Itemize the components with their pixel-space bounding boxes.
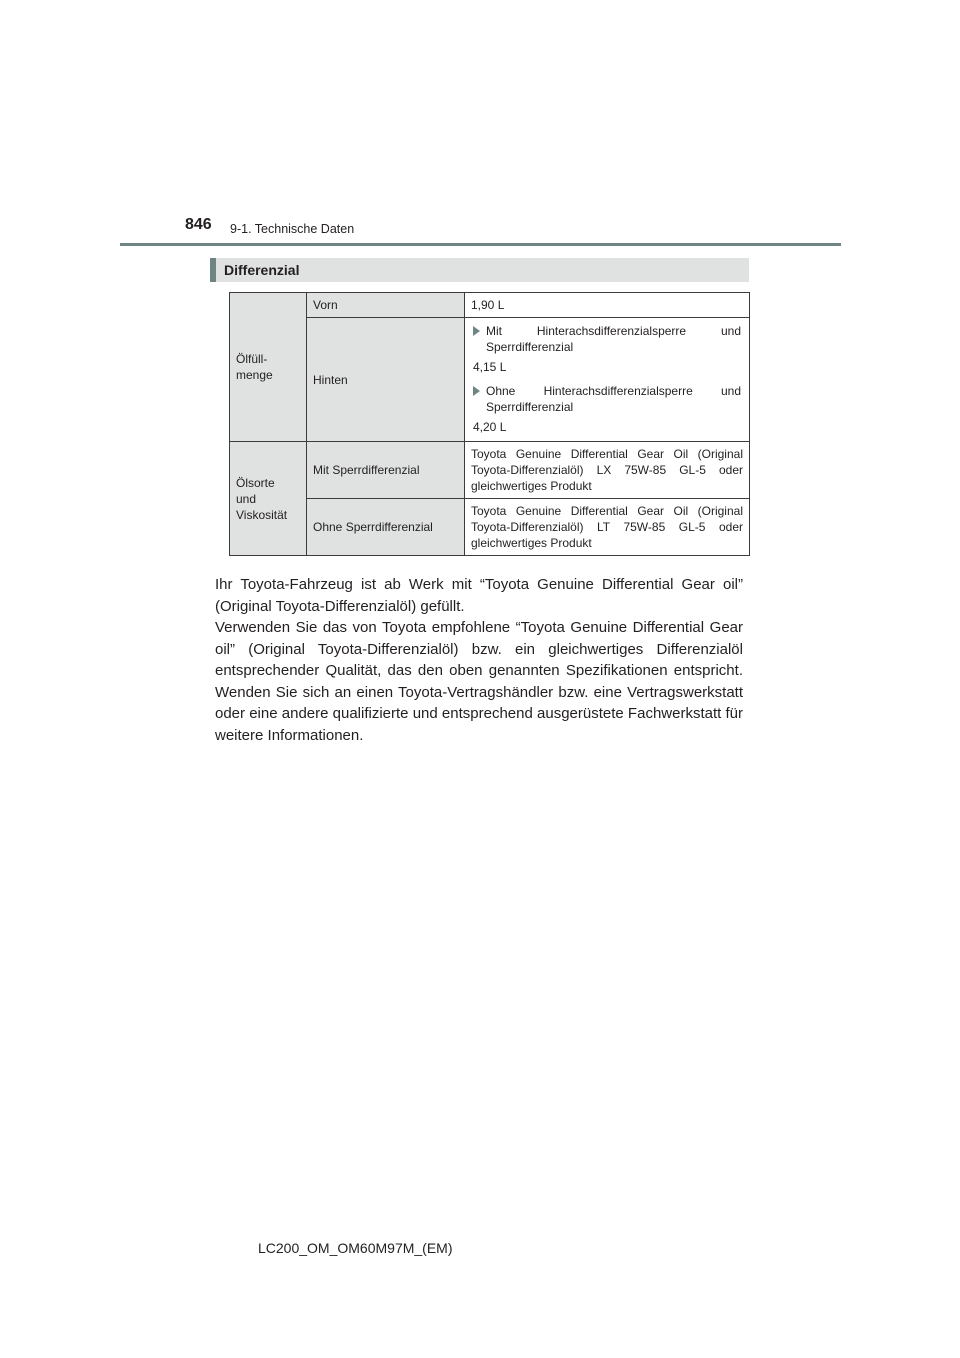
arrow-bullet-icon	[473, 326, 480, 336]
differential-spec-table	[229, 292, 750, 556]
fill-amount-label: Ölfüll- menge	[230, 293, 307, 442]
document-code: LC200_OM_OM60M97M_(EM)	[258, 1240, 453, 1256]
rear-option-1-text: Mit Hinterachsdifferenzialsperre und Sperrdifferenzial	[486, 324, 741, 354]
rear-option-2-text: Ohne Hinterachsdifferenzialsperre und Sperrdifferenzial	[486, 384, 741, 414]
front-label: Vorn	[307, 293, 465, 318]
oil-type-label: Ölsorte und Viskosität	[230, 442, 307, 556]
section-heading: Differenzial	[210, 258, 749, 282]
with-lsd-label: Mit Sperrdifferenzial	[307, 442, 465, 499]
rear-option-2	[473, 383, 741, 415]
body-paragraph-2: Verwenden Sie das von Toyota empfohlene “Toyota Genuine Differential Gear oil” (Original Toyota-Differenzialöl) bzw. ein gleichwertiges Differenzialöl entsprechender Qualität, das den oben genannten Spezifikationen entspricht. Wenden Sie sich an einen Toyota-Vertragshändler bzw. eine Vertragswerkstatt oder eine andere qualifizierte und entsprechend ausgerüstete Fachwerkstatt für weitere Informationen.	[215, 619, 743, 744]
without-lsd-label: Ohne Sperrdifferenzial	[307, 499, 465, 556]
without-lsd-value: Toyota Genuine Differential Gear Oil (Original Toyota-Differenzialöl) LT 75W-85 GL-5 oder gleichwertiges Produkt	[465, 499, 750, 556]
body-paragraph-1: Ihr Toyota-Fahrzeug ist ab Werk mit “Toyota Genuine Differential Gear oil” (Original Toyota-Differenzialöl) gefüllt.	[215, 576, 743, 615]
with-lsd-value: Toyota Genuine Differential Gear Oil (Original Toyota-Differenzialöl) LX 75W-85 GL-5 oder gleichwertiges Produkt	[465, 442, 750, 499]
page-number: 846	[185, 216, 212, 233]
arrow-bullet-icon	[473, 386, 480, 396]
front-value: 1,90 L	[465, 293, 750, 318]
rear-value-2: 4,20 L	[473, 420, 507, 434]
body-text	[215, 574, 743, 746]
rear-values-cell	[465, 318, 750, 442]
rear-option-1	[473, 323, 741, 355]
rear-value-1: 4,15 L	[473, 360, 507, 374]
rear-label: Hinten	[307, 318, 465, 442]
header-rule	[120, 243, 841, 246]
chapter-title: 9-1. Technische Daten	[230, 222, 355, 236]
